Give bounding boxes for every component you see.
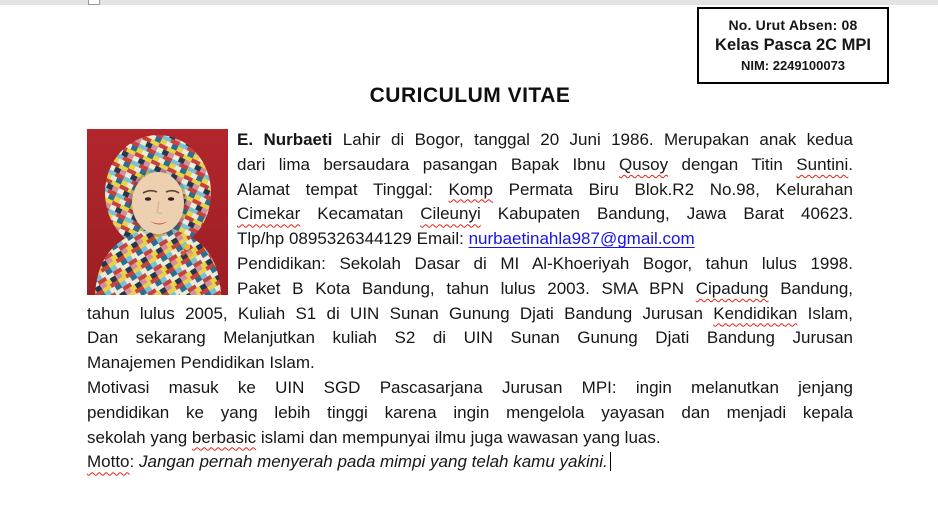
text-line	[237, 202, 853, 227]
text-run: pendidikan ke yang lebih tinggi karena ingin mengelola yayasan dan menjadi kepala	[87, 402, 853, 422]
text-line	[87, 401, 853, 426]
text-run: Lahir di Bogor, tanggal 20 Juni 1986. Merupakan anak kedua	[332, 130, 853, 149]
text-run: E. Nurbaeti	[237, 130, 333, 149]
text-run: Motto	[87, 452, 130, 472]
absen-number: No. Urut Absen: 08	[728, 17, 858, 33]
text-run: Cimekar	[237, 204, 301, 224]
text-run: Pendidikan: Sekolah Dasar di MI Al-Khoeriyah Bogor, tahun lulus 1998.	[237, 253, 853, 273]
text-run: :	[129, 452, 139, 472]
text-line	[87, 326, 853, 351]
text-run: Komp	[448, 179, 493, 199]
text-run: Suntini	[796, 154, 849, 174]
text-run: Motivasi masuk ke UIN SGD Pascasarjana Jurusan MPI: ingin melanutkan jenjang	[87, 377, 853, 397]
text-line	[237, 178, 853, 203]
eye-left	[145, 197, 151, 200]
text-line	[87, 450, 853, 475]
student-info-box	[697, 7, 889, 84]
text-run: Jangan pernah menyerah pada mimpi yang telah kamu yakini.	[138, 452, 608, 472]
email-link[interactable]: nurbaetinahla987@gmail.com	[468, 229, 695, 249]
text-run: Kabupaten Bandung, Jawa Barat 40623.	[480, 204, 853, 224]
text-run: Bandung,	[768, 278, 854, 298]
text-run: dengan Titin	[668, 154, 797, 174]
text-line	[237, 128, 853, 153]
text-run: dari lima bersaudara pasangan Bapak Ibnu	[237, 154, 619, 174]
text-run: Kecamatan	[300, 204, 421, 224]
text-run: Islam,	[797, 303, 853, 323]
document-body	[87, 128, 853, 475]
text-line	[237, 277, 853, 302]
text-run: Cileunyi	[420, 204, 481, 224]
text-run: Cipadung	[695, 278, 769, 298]
text-run: Dan sekarang Melanjutkan kuliah S2 di UIN Sunan Gunung Djati Bandung Jurusan	[87, 328, 853, 348]
face	[132, 172, 184, 234]
brooch	[184, 244, 190, 250]
text-run: berbasic	[191, 427, 257, 447]
text-run: Kendidikan	[713, 303, 798, 323]
text-line	[237, 153, 853, 178]
text-run: sekolah yang	[87, 427, 192, 447]
text-run: Qusoy	[618, 154, 669, 174]
text-run: .	[848, 154, 853, 174]
text-line	[87, 351, 853, 376]
text-run: Manajemen Pendidikan Islam.	[87, 353, 315, 373]
applicant-portrait-photo	[87, 129, 228, 295]
text-run: Tlp/hp 0895326344129 Email:	[237, 229, 469, 249]
text-run: Permata Biru Blok.R2 No.98, Kelurahan	[492, 179, 854, 199]
text-caret	[610, 452, 612, 471]
text-line	[87, 302, 853, 327]
eye-right	[168, 197, 174, 200]
text-run: Paket B Kota Bandung, tahun lulus 2003. SMA BPN	[237, 278, 696, 298]
text-run: Alamat tempat Tinggal:	[237, 179, 449, 199]
text-line	[237, 227, 853, 252]
class-name: Kelas Pasca 2C MPI	[715, 36, 871, 54]
text-run: tahun lulus 2005, Kuliah S1 di UIN Sunan Gunung Djati Bandung Jurusan	[87, 303, 714, 323]
page-title: CURICULUM VITAE	[369, 84, 571, 107]
text-line	[87, 426, 853, 451]
text-run: islami dan mempunyai ilmu juga wawasan yang luas.	[256, 427, 661, 447]
app-chrome-strip	[0, 0, 938, 5]
ruler-marker	[88, 0, 100, 5]
text-line	[237, 252, 853, 277]
text-line	[87, 376, 853, 401]
nim-number: NIM: 2249100073	[740, 58, 846, 73]
